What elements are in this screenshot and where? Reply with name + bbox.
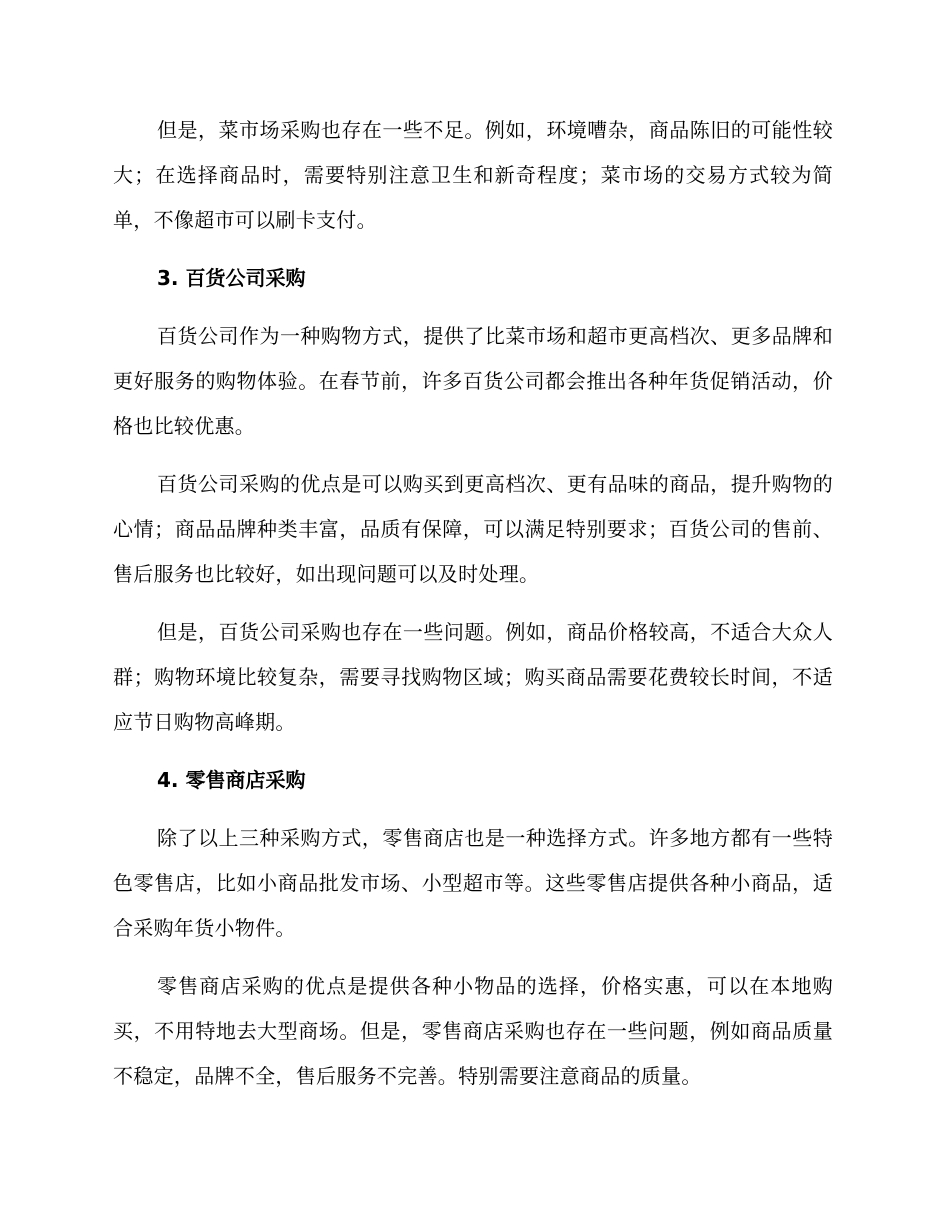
section-heading-department-store: 3. 百货公司采购	[157, 266, 306, 290]
paragraph-department-store-intro: 百货公司作为一种购物方式，提供了比菜市场和超市更高档次、更多品牌和更好服务的购物体验。在春节前，许多百货公司都会推出各种年货促销活动，价格也比较优惠。	[113, 324, 833, 438]
paragraph-supermarket-drawbacks: 但是，菜市场采购也存在一些不足。例如，环境嘈杂，商品陈旧的可能性较大；在选择商品时，需要特别注意卫生和新奇程度；菜市场的交易方式较为简单，不像超市可以刷卡支付。	[113, 118, 833, 232]
paragraph-retail-store-intro: 除了以上三种采购方式，零售商店也是一种选择方式。许多地方都有一些特色零售店，比如小商品批发市场、小型超市等。这些零售店提供各种小商品，适合采购年货小物件。	[113, 826, 833, 940]
section-heading-retail-store: 4. 零售商店采购	[157, 768, 306, 792]
spacer	[113, 803, 833, 816]
paragraph-department-store-drawbacks: 但是，百货公司采购也存在一些问题。例如，商品价格较高，不适合大众人群；购物环境比较复杂，需要寻找购物区域；购买商品需要花费较长时间，不适应节日购物高峰期。	[113, 620, 833, 734]
document-page	[113, 108, 833, 1099]
spacer	[113, 745, 833, 758]
spacer	[113, 449, 833, 462]
spacer	[113, 301, 833, 314]
paragraph-retail-store-pros-cons: 零售商店采购的优点是提供各种小物品的选择，价格实惠，可以在本地购买，不用特地去大型商场。但是，零售商店采购也存在一些问题，例如商品质量不稳定，品牌不全，售后服务不完善。特别需要注意商品的质量。	[113, 974, 833, 1088]
spacer	[113, 951, 833, 964]
spacer	[113, 597, 833, 610]
paragraph-department-store-advantages: 百货公司采购的优点是可以购买到更高档次、更有品味的商品，提升购物的心情；商品品牌种类丰富，品质有保障，可以满足特别要求；百货公司的售前、售后服务也比较好，如出现问题可以及时处理。	[113, 472, 833, 586]
spacer	[113, 243, 833, 256]
